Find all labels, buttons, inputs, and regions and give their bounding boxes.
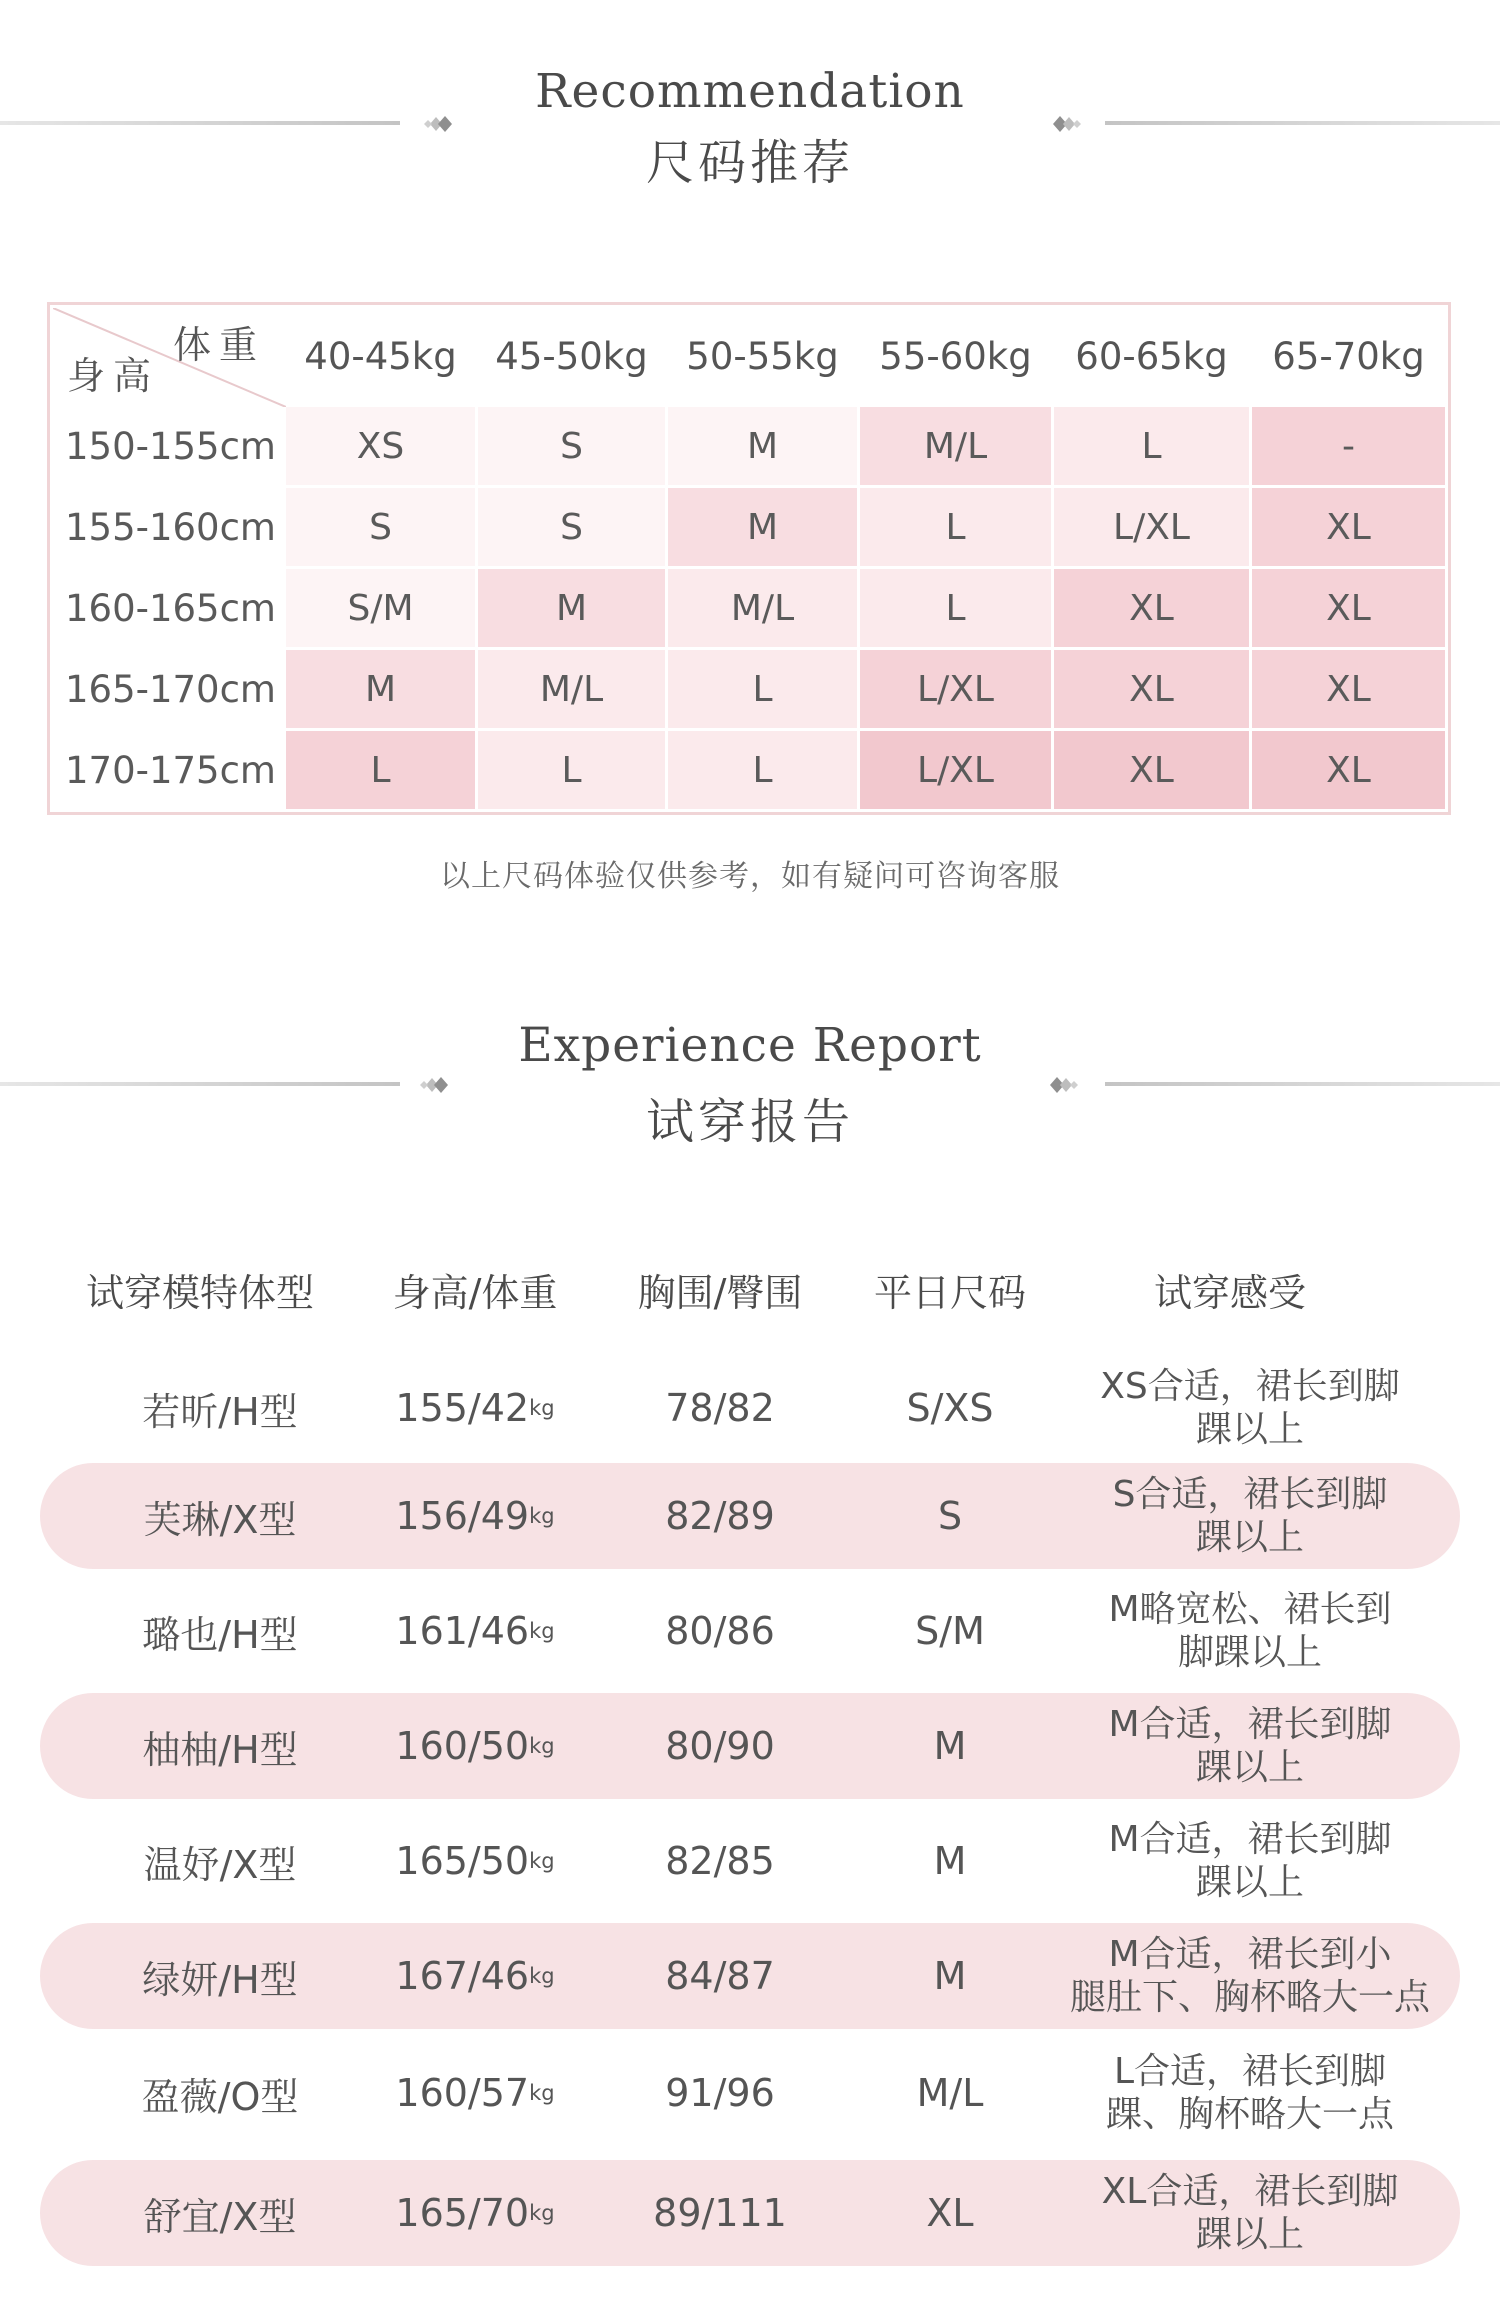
size-cell: S/M bbox=[285, 568, 477, 649]
report-row bbox=[40, 2160, 1460, 2266]
column-header-usual-size: 平日尺码 bbox=[873, 1271, 1026, 1315]
usual-size-cell: M bbox=[933, 1839, 967, 1883]
size-cell: M bbox=[667, 487, 859, 568]
size-cell: L bbox=[859, 487, 1053, 568]
report-row bbox=[40, 1923, 1460, 2029]
size-cell: XL bbox=[1053, 568, 1251, 649]
weight-unit: kg bbox=[529, 1964, 555, 1988]
bust-hip-cell: 84/87 bbox=[665, 1954, 775, 1998]
section-title-en: Recommendation bbox=[535, 64, 965, 119]
usual-size-cell: S bbox=[937, 1494, 963, 1538]
size-cell: L/XL bbox=[859, 730, 1053, 811]
model-cell: 舒宜/X型 bbox=[143, 2194, 297, 2239]
model-cell: 盈薇/O型 bbox=[141, 2074, 299, 2119]
height-row-header: 160-165cm bbox=[52, 568, 285, 649]
model-cell: 绿妍/H型 bbox=[142, 1957, 298, 2002]
size-cell: L bbox=[667, 649, 859, 730]
height-weight-cell bbox=[360, 1578, 590, 1684]
size-cell: M/L bbox=[667, 568, 859, 649]
height-row-header: 165-170cm bbox=[52, 649, 285, 730]
weight-unit: kg bbox=[529, 1734, 555, 1758]
model-cell: 温妤/X型 bbox=[143, 1842, 297, 1887]
weight-column-header: 55-60kg bbox=[859, 307, 1053, 406]
weight-column-header: 40-45kg bbox=[285, 307, 477, 406]
size-cell: L/XL bbox=[859, 649, 1053, 730]
size-cell: XL bbox=[1251, 649, 1447, 730]
height-weight-value: 165/50 bbox=[395, 1839, 530, 1883]
report-row bbox=[40, 1355, 1460, 1461]
height-weight-cell bbox=[360, 2040, 590, 2146]
report-row bbox=[40, 1578, 1460, 1684]
usual-size-cell: M bbox=[933, 1954, 967, 1998]
report-row bbox=[40, 1693, 1460, 1799]
report-row bbox=[40, 1463, 1460, 1569]
size-cell: L bbox=[667, 730, 859, 811]
size-cell: XL bbox=[1053, 730, 1251, 811]
height-row-header: 170-175cm bbox=[52, 730, 285, 811]
size-cell: L bbox=[1053, 406, 1251, 487]
model-cell: 若昕/H型 bbox=[142, 1389, 298, 1434]
size-cell: M bbox=[667, 406, 859, 487]
column-header-bust-hip: 胸围/臀围 bbox=[637, 1271, 803, 1315]
experience-report-header bbox=[0, 0, 1500, 1160]
section-title-cn: 试穿报告 bbox=[645, 1094, 854, 1150]
feedback-cell: M合适，裙长到小 腿肚下、胸杯略大一点 bbox=[1069, 1934, 1430, 2018]
bust-hip-cell: 82/85 bbox=[665, 1839, 775, 1883]
height-weight-value: 165/70 bbox=[395, 2191, 530, 2235]
column-header-feedback: 试穿感受 bbox=[1153, 1271, 1306, 1315]
bust-hip-cell: 82/89 bbox=[665, 1494, 775, 1538]
height-row-header: 150-155cm bbox=[52, 406, 285, 487]
model-cell: 柚柚/H型 bbox=[142, 1727, 298, 1772]
height-weight-value: 160/50 bbox=[395, 1724, 530, 1768]
feedback-cell: M合适，裙长到脚 踝以上 bbox=[1108, 1704, 1392, 1788]
size-cell: XL bbox=[1251, 730, 1447, 811]
size-cell: M/L bbox=[477, 649, 667, 730]
height-weight-cell bbox=[360, 1355, 590, 1461]
diamond-ornament-icon bbox=[1040, 1073, 1080, 1097]
size-cell: XL bbox=[1053, 649, 1251, 730]
size-disclaimer-note: 以上尺码体验仅供参考，如有疑问可咨询客服 bbox=[440, 859, 1060, 894]
section-title-cn: 尺码推荐 bbox=[645, 135, 854, 191]
size-cell: M/L bbox=[859, 406, 1053, 487]
bust-hip-cell: 80/90 bbox=[665, 1724, 775, 1768]
height-weight-cell bbox=[360, 1808, 590, 1914]
size-cell: XL bbox=[1251, 568, 1447, 649]
weight-column-header: 60-65kg bbox=[1053, 307, 1251, 406]
corner-height-label: 身高 bbox=[67, 354, 160, 398]
usual-size-cell: XL bbox=[926, 2191, 974, 2235]
column-header-model: 试穿模特体型 bbox=[85, 1271, 314, 1315]
size-cell: L/XL bbox=[1053, 487, 1251, 568]
bust-hip-cell: 78/82 bbox=[665, 1386, 775, 1430]
usual-size-cell: M bbox=[933, 1724, 967, 1768]
size-cell: M bbox=[477, 568, 667, 649]
height-weight-value: 167/46 bbox=[395, 1954, 530, 1998]
height-weight-cell bbox=[360, 1463, 590, 1569]
weight-unit: kg bbox=[529, 2201, 555, 2225]
bust-hip-cell: 89/111 bbox=[653, 2191, 787, 2235]
size-cell: L bbox=[477, 730, 667, 811]
feedback-cell: XS合适，裙长到脚 踝以上 bbox=[1100, 1366, 1400, 1450]
feedback-cell: L合适，裙长到脚 踝、胸杯略大一点 bbox=[1105, 2051, 1394, 2135]
usual-size-cell: S/XS bbox=[906, 1386, 994, 1430]
weight-unit: kg bbox=[529, 1396, 555, 1420]
height-weight-value: 156/49 bbox=[395, 1494, 530, 1538]
weight-unit: kg bbox=[529, 2081, 555, 2105]
bust-hip-cell: 80/86 bbox=[665, 1609, 775, 1653]
weight-unit: kg bbox=[529, 1504, 555, 1528]
section-title-en: Experience Report bbox=[518, 1018, 982, 1073]
size-cell: M bbox=[285, 649, 477, 730]
size-cell: S bbox=[477, 406, 667, 487]
size-cell: XS bbox=[285, 406, 477, 487]
height-weight-cell bbox=[360, 1923, 590, 2029]
corner-weight-label: 体重 bbox=[172, 323, 265, 367]
size-cell: - bbox=[1251, 406, 1447, 487]
size-cell: L bbox=[285, 730, 477, 811]
usual-size-cell: M/L bbox=[916, 2071, 984, 2115]
size-cell: S bbox=[477, 487, 667, 568]
model-cell: 璐也/H型 bbox=[142, 1612, 298, 1657]
bust-hip-cell: 91/96 bbox=[665, 2071, 775, 2115]
weight-column-header: 65-70kg bbox=[1251, 307, 1447, 406]
height-weight-value: 160/57 bbox=[395, 2071, 530, 2115]
column-header-height-weight: 身高/体重 bbox=[392, 1271, 558, 1315]
weight-unit: kg bbox=[529, 1619, 555, 1643]
size-cell: L bbox=[859, 568, 1053, 649]
height-weight-value: 161/46 bbox=[395, 1609, 530, 1653]
feedback-cell: S合适，裙长到脚 踝以上 bbox=[1112, 1474, 1388, 1558]
divider-right bbox=[1105, 1082, 1500, 1086]
size-cell: S bbox=[285, 487, 477, 568]
feedback-cell: M略宽松、裙长到 脚踝以上 bbox=[1108, 1589, 1392, 1673]
report-row bbox=[40, 1808, 1460, 1914]
weight-column-header: 45-50kg bbox=[477, 307, 667, 406]
weight-column-header: 50-55kg bbox=[667, 307, 859, 406]
feedback-cell: M合适，裙长到脚 踝以上 bbox=[1108, 1819, 1392, 1903]
height-row-header: 155-160cm bbox=[52, 487, 285, 568]
model-cell: 芙琳/X型 bbox=[143, 1497, 297, 1542]
size-cell: XL bbox=[1251, 487, 1447, 568]
usual-size-cell: S/M bbox=[915, 1609, 985, 1653]
feedback-cell: XL合适，裙长到脚 踝以上 bbox=[1101, 2171, 1399, 2255]
height-weight-value: 155/42 bbox=[395, 1386, 530, 1430]
report-row bbox=[40, 2040, 1460, 2146]
weight-unit: kg bbox=[529, 1849, 555, 1873]
height-weight-cell bbox=[360, 2160, 590, 2266]
height-weight-cell bbox=[360, 1693, 590, 1799]
